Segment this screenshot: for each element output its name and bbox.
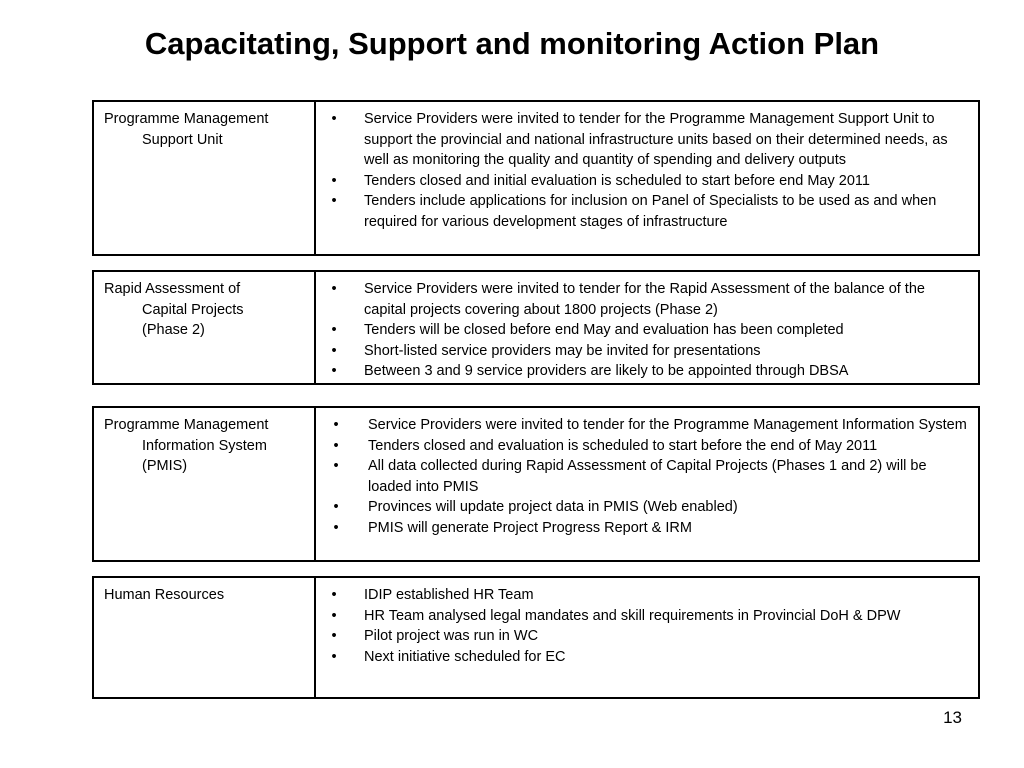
bullet-dot-icon: • xyxy=(331,193,337,209)
bullet-item xyxy=(316,518,968,539)
section-label-line: Programme Management xyxy=(104,417,269,433)
slide-title: Capacitating, Support and monitoring Action Plan xyxy=(144,26,880,61)
bullet-item xyxy=(316,647,968,668)
bullet-text: Tenders closed and initial evaluation is scheduled to start before end May 2011 xyxy=(364,172,870,189)
bullet-item xyxy=(316,606,968,627)
section-content-cell xyxy=(316,272,978,383)
bullet-text: HR Team analysed legal mandates and skill requirements in Provincial DoH & DPW xyxy=(364,607,901,624)
section-label-cell xyxy=(94,272,316,383)
section-table-human-resources xyxy=(92,576,980,699)
section-content-cell xyxy=(316,408,978,560)
bullet-item xyxy=(316,497,968,518)
bullet-dot-icon: • xyxy=(331,281,337,297)
section-label-line: Human Resources xyxy=(104,587,225,603)
section-label-cell xyxy=(94,408,316,560)
bullet-list xyxy=(316,585,968,667)
bullet-item xyxy=(316,626,968,647)
bullet-dot-icon: • xyxy=(331,342,337,359)
bullet-item xyxy=(316,109,968,171)
bullet-dot-icon: • xyxy=(331,322,337,338)
section-label-line: Programme Management xyxy=(104,111,269,127)
section-label-line: Information System xyxy=(142,437,267,454)
bullet-dot-icon: • xyxy=(331,648,337,665)
section-label-line: Support Unit xyxy=(142,131,223,148)
bullet-dot-icon: • xyxy=(331,363,337,379)
section-label-cell xyxy=(94,102,316,254)
bullet-text: All data collected during Rapid Assessment of Capital Projects (Phases 1 and 2) will be loaded into PMIS xyxy=(368,458,927,495)
bullet-dot-icon: • xyxy=(331,172,337,189)
bullet-item xyxy=(316,341,968,362)
bullet-dot-icon: • xyxy=(331,111,337,127)
bullet-text: Tenders will be closed before end May and evaluation has been completed xyxy=(364,322,844,338)
bullet-text: Pilot project was run in WC xyxy=(364,628,539,644)
bullet-dot-icon: • xyxy=(333,437,339,454)
bullet-list xyxy=(316,279,968,382)
bullet-text: Service Providers were invited to tender for the Rapid Assessment of the balance of the capital projects covering about 1800 projects (Phase 2) xyxy=(364,281,925,318)
bullet-text: Tenders closed and evaluation is scheduled to start before the end of May 2011 xyxy=(368,437,878,454)
section-table-pmis xyxy=(92,406,980,562)
section-label-line: Capital Projects xyxy=(142,301,244,318)
section-content-cell xyxy=(316,578,978,697)
section-table-rapid-assessment xyxy=(92,270,980,385)
bullet-item xyxy=(316,436,968,457)
section-label-cell xyxy=(94,578,316,697)
bullet-item xyxy=(316,585,968,606)
bullet-item xyxy=(316,361,968,382)
section-label-line: (Phase 2) xyxy=(142,322,205,338)
bullet-text: Short-listed service providers may be invited for presentations xyxy=(364,342,761,359)
bullet-dot-icon: • xyxy=(333,458,339,474)
bullet-item xyxy=(316,279,968,320)
bullet-text: Provinces will update project data in PMIS (Web enabled) xyxy=(368,499,738,515)
bullet-dot-icon: • xyxy=(331,607,337,624)
bullet-text: Service Providers were invited to tender for the Programme Management Information System xyxy=(368,417,967,433)
bullet-item xyxy=(316,456,968,497)
bullet-text: Service Providers were invited to tender for the Programme Management Support Unit to support the provincial and national infrastructure units based on their determined needs, as well as monitoring the quality and quantity of spending and delivery outputs xyxy=(364,111,948,168)
bullet-dot-icon: • xyxy=(331,628,337,644)
bullet-item xyxy=(316,320,968,341)
section-content-cell xyxy=(316,102,978,254)
bullet-dot-icon: • xyxy=(333,519,339,536)
bullet-dot-icon: • xyxy=(331,587,337,603)
bullet-text: Next initiative scheduled for EC xyxy=(364,648,566,665)
page-number: 13 xyxy=(943,708,962,727)
bullet-text: Between 3 and 9 service providers are likely to be appointed through DBSA xyxy=(364,363,849,379)
section-table-pmsu xyxy=(92,100,980,256)
bullet-text: IDIP established HR Team xyxy=(364,587,534,603)
bullet-text: PMIS will generate Project Progress Report & IRM xyxy=(368,519,692,536)
bullet-list xyxy=(316,415,968,538)
bullet-item xyxy=(316,191,968,232)
bullet-item xyxy=(316,415,968,436)
bullet-text: Tenders include applications for inclusion on Panel of Specialists to be used as and when required for various development stages of infrastructure xyxy=(364,193,937,230)
section-label-line: Rapid Assessment of xyxy=(104,281,241,297)
bullet-item xyxy=(316,171,968,192)
bullet-list xyxy=(316,109,968,232)
section-label-line: (PMIS) xyxy=(142,458,188,474)
bullet-dot-icon: • xyxy=(333,499,339,515)
bullet-dot-icon: • xyxy=(333,417,339,433)
